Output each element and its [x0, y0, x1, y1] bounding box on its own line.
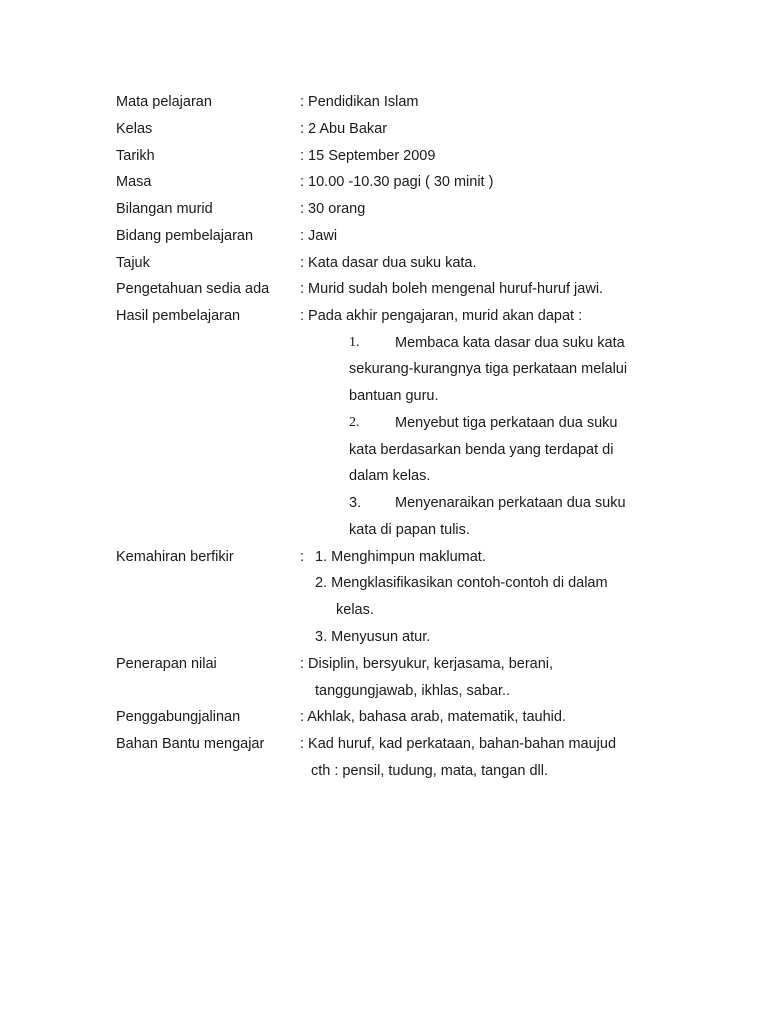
value-masa: : 10.00 -10.30 pagi ( 30 minit ) — [300, 174, 494, 190]
label-hasil-pembelajaran: Hasil pembelajaran — [116, 308, 241, 324]
value-pengetahuan: : Murid sudah boleh mengenal huruf-huruf jawi. — [300, 281, 604, 297]
label-pengetahuan: Pengetahuan sedia ada — [116, 281, 270, 297]
hasil-item-text: Menyenaraikan perkataan dua suku — [395, 495, 626, 511]
value-kelas: : 2 Abu Bakar — [300, 121, 388, 137]
kemahiran-colon: : — [300, 549, 305, 565]
value-tajuk: : Kata dasar dua suku kata. — [300, 255, 477, 271]
label-penggabungjalinan: Penggabungjalinan — [116, 709, 241, 725]
label-bahan-bantu: Bahan Bantu mengajar — [116, 736, 265, 752]
kemahiran-item: kelas. — [336, 602, 374, 618]
value-penerapan-nilai-cont: tanggungjawab, ikhlas, sabar.. — [315, 683, 511, 699]
kemahiran-item: 3. Menyusun atur. — [315, 629, 431, 645]
hasil-item-text: bantuan guru. — [349, 388, 439, 404]
value-hasil-pembelajaran: : Pada akhir pengajaran, murid akan dapat : — [300, 308, 583, 324]
hasil-item-number: 2. — [349, 415, 360, 430]
label-tarikh: Tarikh — [116, 148, 155, 164]
hasil-item-text: kata berdasarkan benda yang terdapat di — [349, 442, 614, 458]
value-penggabungjalinan: : Akhlak, bahasa arab, matematik, tauhid. — [300, 709, 566, 725]
hasil-item-text: sekurang-kurangnya tiga perkataan melalui — [349, 361, 628, 377]
value-mata-pelajaran: : Pendidikan Islam — [300, 94, 419, 110]
label-mata-pelajaran: Mata pelajaran — [116, 94, 212, 110]
kemahiran-item: 2. Mengklasifikasikan contoh-contoh di dalam — [315, 575, 608, 591]
hasil-item-number: 3. — [349, 495, 362, 511]
label-masa: Masa — [116, 174, 152, 190]
value-bilangan-murid: : 30 orang — [300, 201, 366, 217]
value-bahan-bantu-cont: cth : pensil, tudung, mata, tangan dll. — [311, 763, 548, 779]
hasil-item-text: dalam kelas. — [349, 468, 431, 484]
hasil-item-text: Menyebut tiga perkataan dua suku — [395, 415, 618, 431]
value-tarikh: : 15 September 2009 — [300, 148, 436, 164]
hasil-item-number: 1. — [349, 335, 360, 350]
label-bilangan-murid: Bilangan murid — [116, 201, 213, 217]
value-penerapan-nilai: : Disiplin, bersyukur, kerjasama, berani, — [300, 656, 554, 672]
label-kemahiran-berfikir: Kemahiran berfikir — [116, 549, 234, 565]
label-tajuk: Tajuk — [116, 255, 150, 271]
hasil-item-text: kata di papan tulis. — [349, 522, 470, 538]
label-penerapan-nilai: Penerapan nilai — [116, 656, 217, 672]
hasil-item-text: Membaca kata dasar dua suku kata — [395, 335, 625, 351]
label-bidang-pembelajaran: Bidang pembelajaran — [116, 228, 254, 244]
value-bidang-pembelajaran: : Jawi — [300, 228, 338, 244]
label-kelas: Kelas — [116, 121, 153, 137]
kemahiran-item: 1. Menghimpun maklumat. — [315, 549, 486, 565]
value-bahan-bantu: : Kad huruf, kad perkataan, bahan-bahan maujud — [300, 736, 617, 752]
